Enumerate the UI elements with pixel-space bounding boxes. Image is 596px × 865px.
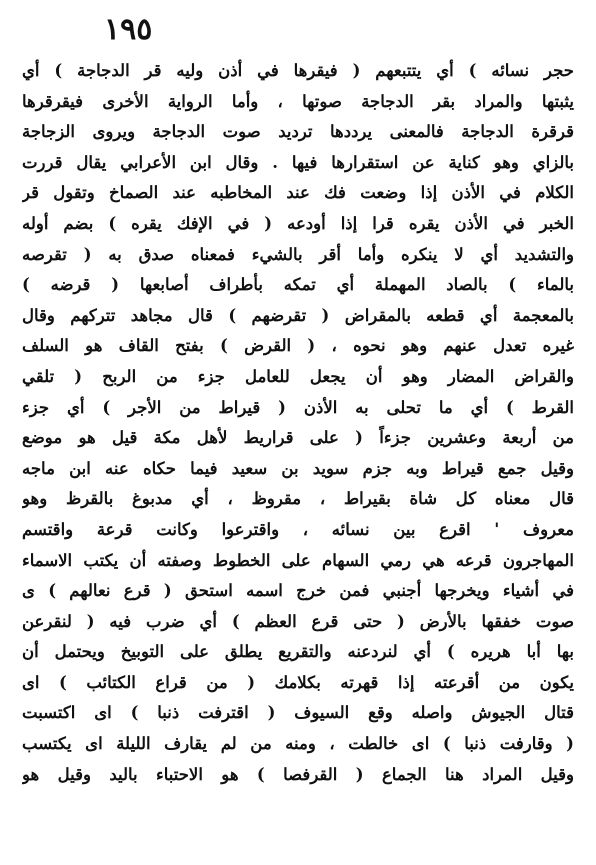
text-line: قال معناه كل شاة بقيراط ، مقروظ ، أي مدبوغ بالقرظ وهو <box>22 489 574 509</box>
text-line: من أربعة وعشرين جزءاً ( على قراريط لأهل مكة قيل هو موضع <box>22 428 574 448</box>
text-line: وقيل المراد هنا الجماع ( القرفصا ) هو الاحتباء باليد وقيل هو <box>22 764 574 784</box>
text-line: الخبر في الأذن يقره قرا إذا أودعه ( في الإفك يقره ) بضم أوله <box>22 213 574 233</box>
text-line: قتال الجيوش واصله وقع السيوف ( اقترفت ذنبا ) اى اكتسبت <box>22 703 574 723</box>
text-line: والقراض المضار وهو أن يجعل للعامل جزء من الربح ( تلقي <box>22 366 574 386</box>
text-line: يثبتها والمراد بقر الدجاجة صوتها ، وأما الرواية الأخرى فيقرقرها <box>22 91 574 111</box>
text-line: بالزاي وهو كناية عن استقرارها فيها . وقال ابن الأعرابي يقال قررت <box>22 152 574 172</box>
text-line: حجر نسائه ) أي يتتبعهم ( فيقرها في أذن وليه قر الدجاجة ) أي <box>22 61 574 80</box>
text-block <box>22 56 574 790</box>
text-line: بها أبا هريره ) أي لنردعنه والتقريع يطلق على التوبيخ ويحتمل أن <box>22 642 574 662</box>
text-line: والتشديد أي لا ينكره وأما أقر بالشيء فمعناه صدق به ( تقرصه <box>22 244 574 264</box>
page-number: ١٩٥ <box>104 12 153 47</box>
text-line: قرقرة الدجاجة فالمعنى يرددها ترديد صوت الدجاجة ويروى الزجاجة <box>22 122 574 142</box>
text-line: وقيل جمع قيراط وبه جزم سويد بن سعيد فيما حكاه عنه ابن ماجه <box>22 458 574 478</box>
text-line: بالماء ) بالصاد المهملة أي تمكه بأطراف أصابعها ( قرضه ) <box>22 275 574 295</box>
text-line: بالمعجمة أي قطعه بالمقراض ( تقرضهم ) قال مجاهد تتركهم وقال <box>22 305 574 325</box>
text-line: صوت خفقها بالأرض ( حتى قرع العظم ) أي ضرب فيه ( لنقرعن <box>22 611 574 631</box>
text-line: يكون من أقرعته إذا قهرته بكلامك ( من قراع الكتائب ) اى <box>22 672 574 692</box>
text-line: القرط ) أي ما تحلى به الأذن ( قيراط من الأجر ) أي جزء <box>22 397 574 417</box>
text-line: غيره تعدل عنهم وهو نحوه ، ( القرض ) بفتح القاف هو السلف <box>22 336 574 356</box>
text-line: المهاجرون قرعه هي رمي السهام على الخطوط وصفته أن يكتب الاسماء <box>22 550 574 570</box>
text-line: الكلام في الأذن إذا وضعت فك عند المخاطبه عند الصماخ وتقول قر <box>22 183 574 203</box>
text-line: معروف ' اقرع بين نسائه ، واقترعوا وكانت قرعة واقتسم <box>22 519 574 539</box>
text-line: ( وقارفت ذنبا ) اى خالطت ، ومنه من لم يقارف الليلة اى يكتسب <box>22 734 574 754</box>
text-line: في أشياء ويخرجها أجنبي فمن خرج اسمه استحق ( قرع نعالهم ) ى <box>22 581 574 601</box>
